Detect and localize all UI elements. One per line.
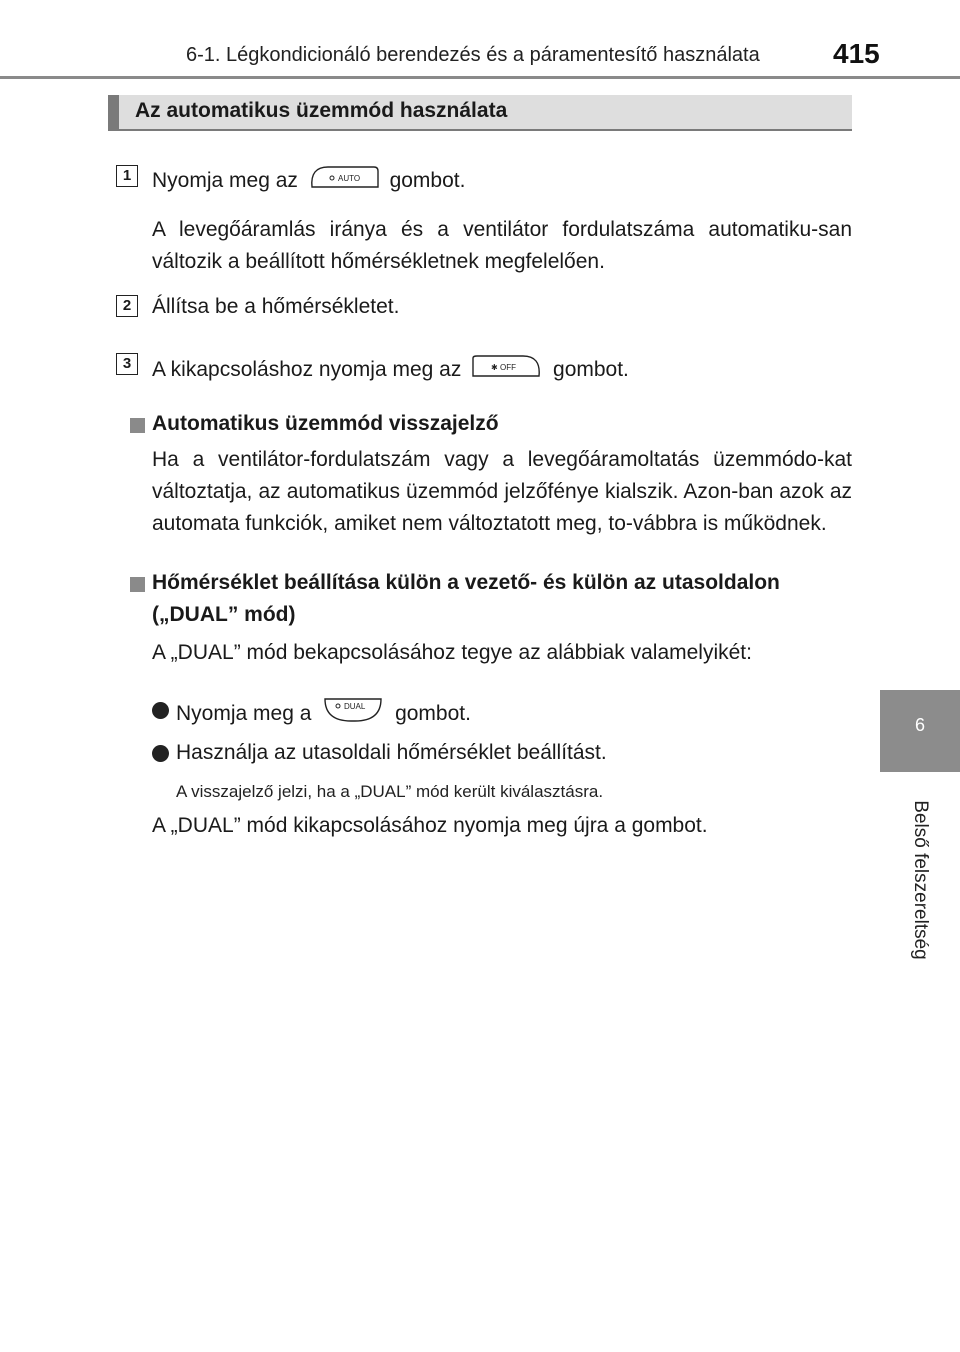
- page-number: 415: [833, 38, 880, 69]
- dual-heading: [152, 567, 852, 631]
- dual-note: A visszajelző jelzi, ha a „DUAL” mód került kiválasztásra.: [176, 782, 604, 801]
- dual-bullet-1: [176, 695, 471, 734]
- round-bullet-icon: [152, 745, 169, 762]
- header-divider: [0, 76, 960, 79]
- step-3-pre: A kikapcsoláshoz nyomja meg az: [152, 358, 462, 382]
- indicator-body: Ha a ventilátor-fordulatszám vagy a levegőáramoltatás üzemmódo-kat változtatja, az automatikus üzemmód jelzőfénye kialszik. Azon-ban azok az automata funkciók, amiket nem változtatott meg, to-vábbra is működnek.: [152, 448, 852, 535]
- chapter-header: 6-1. Légkondicionáló berendezés és a páramentesítő használata: [186, 44, 760, 66]
- step-1-detail: A levegőáramlás iránya és a ventilátor fordulatszáma automatiku-san változik a beállított hőmérsékletnek megfelelően.: [152, 218, 852, 273]
- chapter-tab: [880, 690, 960, 772]
- dual-bullet-2: Használja az utasoldali hőmérséklet beállítást.: [176, 741, 607, 764]
- step-2-text: Állítsa be a hőmérsékletet.: [152, 295, 400, 318]
- round-bullet-icon: [152, 702, 169, 719]
- square-bullet-icon: [130, 577, 145, 592]
- auto-button-label: AUTO: [337, 174, 360, 183]
- dual-bullet-1-pre: Nyomja meg a: [176, 702, 312, 726]
- off-button-label: OFF: [500, 363, 517, 372]
- dual-heading-line1: Hőmérséklet beállítása külön a vezető- és külön az utasoldalon: [152, 571, 780, 594]
- step-number-2: 2: [116, 295, 138, 317]
- section-title: Az automatikus üzemmód használata: [135, 99, 508, 122]
- dual-button-icon: [321, 695, 385, 734]
- step-number-1: 1: [116, 165, 138, 187]
- section-heading-bar: [108, 95, 852, 131]
- dual-off-text: A „DUAL” mód kikapcsolásához nyomja meg újra a gombot.: [152, 814, 708, 837]
- step-number-3: 3: [116, 353, 138, 375]
- step-1-pre: Nyomja meg az: [152, 169, 298, 193]
- chapter-tab-number: 6: [914, 715, 925, 735]
- dual-bullet-1-post: gombot.: [395, 702, 471, 726]
- svg-text:✱: ✱: [491, 363, 498, 372]
- step-3-post: gombot.: [553, 358, 629, 382]
- dual-intro: A „DUAL” mód bekapcsolásához tegye az alábbiak valamelyikét:: [152, 641, 752, 664]
- step-3-text: [152, 352, 629, 389]
- chapter-tab-label: Belső felszereltség: [910, 800, 931, 960]
- square-bullet-icon: [130, 418, 145, 433]
- auto-button-icon: [308, 163, 380, 200]
- dual-heading-line2: („DUAL” mód): [152, 603, 296, 626]
- indicator-heading: Automatikus üzemmód visszajelző: [152, 412, 499, 435]
- step-1-text: [152, 163, 465, 200]
- step-1-post: gombot.: [389, 169, 466, 193]
- dual-button-label: DUAL: [344, 702, 366, 711]
- off-button-icon: [471, 352, 543, 389]
